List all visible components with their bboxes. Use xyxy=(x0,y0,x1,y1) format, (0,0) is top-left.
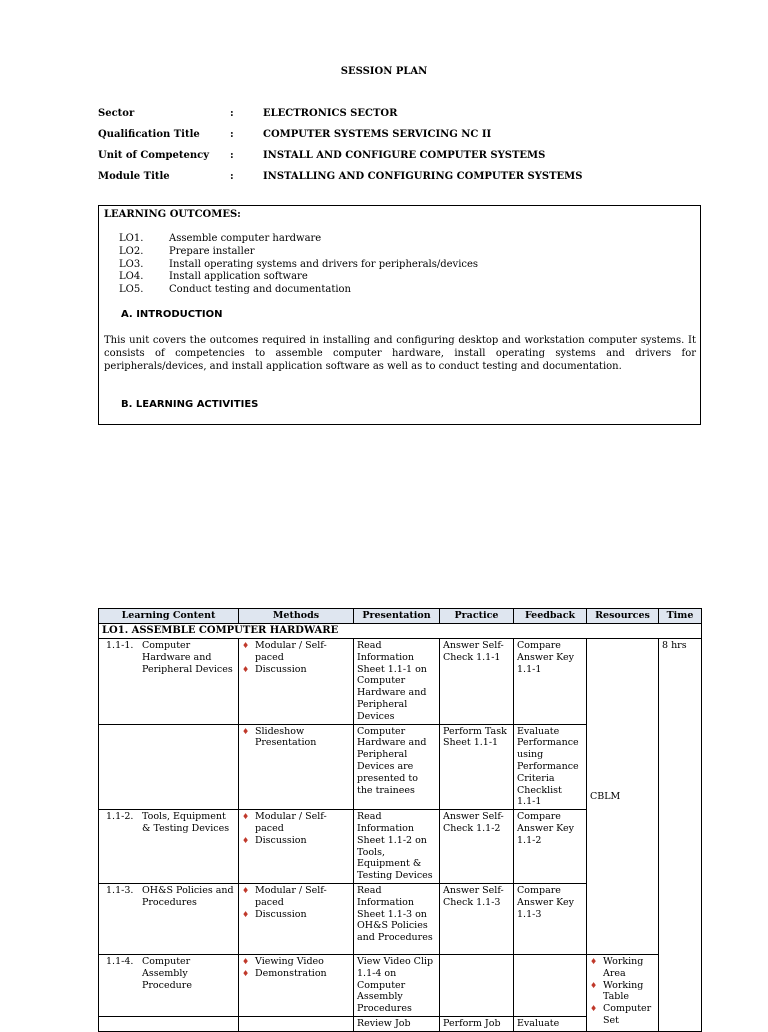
introduction-heading: A. INTRODUCTION xyxy=(121,309,223,320)
feedback-cell: Evaluate xyxy=(514,1016,587,1031)
column-header: Learning Content xyxy=(99,609,239,624)
resource-item xyxy=(590,956,655,980)
bullet-icon: ♦ xyxy=(590,980,598,990)
feedback-cell: Compare Answer Key 1.1-1 xyxy=(514,639,587,725)
presentation-cell: Computer Hardware and Peripheral Devices are presented to the trainees xyxy=(354,724,440,810)
resource-text: Working Area xyxy=(603,955,644,979)
practice-cell: Answer Self-Check 1.1-2 xyxy=(440,810,514,884)
meta-colon: : xyxy=(230,108,234,119)
lo-code: LO1. xyxy=(119,233,144,244)
resource-item xyxy=(590,1003,655,1027)
lo-text: Install operating systems and drivers for peripherals/devices xyxy=(169,258,479,270)
methods-cell xyxy=(239,810,354,884)
meta-value: INSTALL AND CONFIGURE COMPUTER SYSTEMS xyxy=(263,150,546,161)
presentation-cell: Read Information Sheet 1.1-1 on Computer Hardware and Peripheral Devices xyxy=(354,639,440,725)
methods-cell xyxy=(239,954,354,1016)
list-item xyxy=(119,259,478,272)
method-text: Modular / Self-paced xyxy=(255,811,327,834)
list-item xyxy=(119,284,478,297)
resource-item xyxy=(590,980,655,1004)
meta-label: Module Title xyxy=(98,171,170,182)
bullet-icon: ♦ xyxy=(242,641,250,650)
meta-row-module xyxy=(98,171,582,192)
practice-cell: Perform Job xyxy=(440,1016,514,1031)
time-cell: 8 hrs xyxy=(659,639,702,1032)
method-text: Discussion xyxy=(255,663,307,675)
meta-colon: : xyxy=(230,129,234,140)
content-number: 1.1-4. xyxy=(106,955,134,967)
content-number: 1.1-2. xyxy=(106,811,134,823)
meta-row-unit xyxy=(98,150,582,171)
resources-cell xyxy=(587,954,659,1031)
bullet-icon: ♦ xyxy=(242,885,250,895)
presentation-cell: Review Job xyxy=(354,1016,440,1031)
methods-cell xyxy=(239,724,354,810)
method-item xyxy=(242,811,350,835)
learning-content-cell xyxy=(99,954,239,1016)
learning-content-cell xyxy=(99,639,239,725)
lo-text: Install application software xyxy=(169,271,308,283)
method-item xyxy=(242,885,350,909)
methods-cell xyxy=(239,639,354,725)
feedback-cell: Compare Answer Key 1.1-3 xyxy=(514,883,587,954)
presentation-cell: View Video Clip 1.1-4 on Computer Assembly Procedures xyxy=(354,954,440,1016)
bullet-icon: ♦ xyxy=(590,956,598,966)
method-text: Discussion xyxy=(255,908,307,920)
meta-label: Sector xyxy=(98,108,135,119)
method-item xyxy=(242,664,350,676)
content-text: Computer Hardware and Peripheral Devices xyxy=(142,640,233,675)
meta-colon: : xyxy=(230,171,234,182)
learning-outcomes-box xyxy=(98,205,701,425)
introduction-text: This unit covers the outcomes required in installing and configuring desktop and workstation computer systems. It consists of competencies to assemble computer hardware, install operating systems and drivers for peripherals/devices, and install application software as well as to conduct testing and documentation. xyxy=(104,335,696,372)
session-plan-table xyxy=(98,608,702,1032)
meta-label: Unit of Competency xyxy=(98,150,210,161)
learning-outcomes-heading: LEARNING OUTCOMES: xyxy=(104,209,241,220)
learning-content-cell xyxy=(99,883,239,954)
table-row xyxy=(99,954,702,1016)
presentation-cell: Read Information Sheet 1.1-2 on Tools, Equipment & Testing Devices xyxy=(354,810,440,884)
column-header: Methods xyxy=(239,609,354,624)
lo-text: Prepare installer xyxy=(169,245,255,257)
learning-activities-heading: B. LEARNING ACTIVITIES xyxy=(121,399,259,410)
feedback-cell: Compare Answer Key 1.1-2 xyxy=(514,810,587,884)
meta-label: Qualification Title xyxy=(98,129,200,140)
table-header-row xyxy=(99,609,702,624)
learning-outcomes-list xyxy=(119,233,478,297)
method-item xyxy=(242,968,350,980)
plan-metadata xyxy=(98,108,582,192)
bullet-icon: ♦ xyxy=(590,1004,598,1014)
content-number: 1.1-1. xyxy=(106,640,134,651)
lo-code: LO4. xyxy=(119,271,144,283)
bullet-icon: ♦ xyxy=(242,812,250,822)
meta-row-sector xyxy=(98,108,582,129)
list-item xyxy=(119,233,478,246)
column-header: Practice xyxy=(440,609,514,624)
method-text: Slideshow Presentation xyxy=(255,725,317,749)
meta-colon: : xyxy=(230,150,234,161)
list-item xyxy=(119,271,478,284)
lo-code: LO3. xyxy=(119,258,144,270)
practice-cell: Answer Self-Check 1.1-3 xyxy=(440,883,514,954)
content-text: Computer Assembly Procedure xyxy=(142,955,192,991)
method-text: Demonstration xyxy=(255,967,327,979)
method-text: Modular / Self-paced xyxy=(255,640,327,663)
method-item xyxy=(242,835,350,847)
feedback-cell: Evaluate Performance using Performance Criteria Checklist 1.1-1 xyxy=(514,724,587,810)
method-item xyxy=(242,909,350,921)
bullet-icon: ♦ xyxy=(242,956,250,966)
learning-content-cell xyxy=(99,810,239,884)
lo-text: Assemble computer hardware xyxy=(169,233,322,244)
learning-outcome-title: LO1. ASSEMBLE COMPUTER HARDWARE xyxy=(99,624,702,639)
practice-cell: Perform Task Sheet 1.1-1 xyxy=(440,724,514,810)
column-header: Feedback xyxy=(514,609,587,624)
bullet-icon: ♦ xyxy=(242,835,250,845)
lo-text: Conduct testing and documentation xyxy=(169,284,352,296)
method-item xyxy=(242,640,350,664)
learning-content-cell xyxy=(99,724,239,810)
method-item xyxy=(242,956,350,968)
column-header: Time xyxy=(659,609,702,624)
resources-cell: CBLM xyxy=(587,639,659,955)
table-row xyxy=(99,639,702,725)
resource-text: Computer Set xyxy=(603,1003,652,1026)
practice-cell: Answer Self-Check 1.1-1 xyxy=(440,639,514,725)
page-title: SESSION PLAN xyxy=(340,66,428,77)
column-header: Resources xyxy=(587,609,659,624)
lo-code: LO2. xyxy=(119,245,144,257)
meta-row-qualification xyxy=(98,129,582,150)
practice-cell xyxy=(440,954,514,1016)
content-number: 1.1-3. xyxy=(106,884,134,896)
meta-value: COMPUTER SYSTEMS SERVICING NC II xyxy=(263,129,492,140)
methods-cell xyxy=(239,883,354,954)
method-text: Modular / Self-paced xyxy=(255,884,327,908)
learning-outcome-row xyxy=(99,624,702,639)
lo-code: LO5. xyxy=(119,284,144,296)
method-text: Viewing Video xyxy=(255,955,324,967)
meta-value: ELECTRONICS SECTOR xyxy=(263,108,398,119)
bullet-icon: ♦ xyxy=(242,968,250,978)
bullet-icon: ♦ xyxy=(242,726,250,736)
feedback-cell xyxy=(514,954,587,1016)
list-item xyxy=(119,246,478,259)
method-item xyxy=(242,726,350,750)
content-text: OH&S Policies and Procedures xyxy=(142,884,234,908)
presentation-cell: Read Information Sheet 1.1-3 on OH&S Policies and Procedures xyxy=(354,883,440,954)
bullet-icon: ♦ xyxy=(242,664,250,674)
method-text: Discussion xyxy=(255,834,307,846)
bullet-icon: ♦ xyxy=(242,909,250,919)
resource-text: Working Table xyxy=(603,979,644,1003)
column-header: Presentation xyxy=(354,609,440,624)
content-text: Tools, Equipment & Testing Devices xyxy=(142,811,230,834)
meta-value: INSTALLING AND CONFIGURING COMPUTER SYSTEMS xyxy=(263,171,583,182)
